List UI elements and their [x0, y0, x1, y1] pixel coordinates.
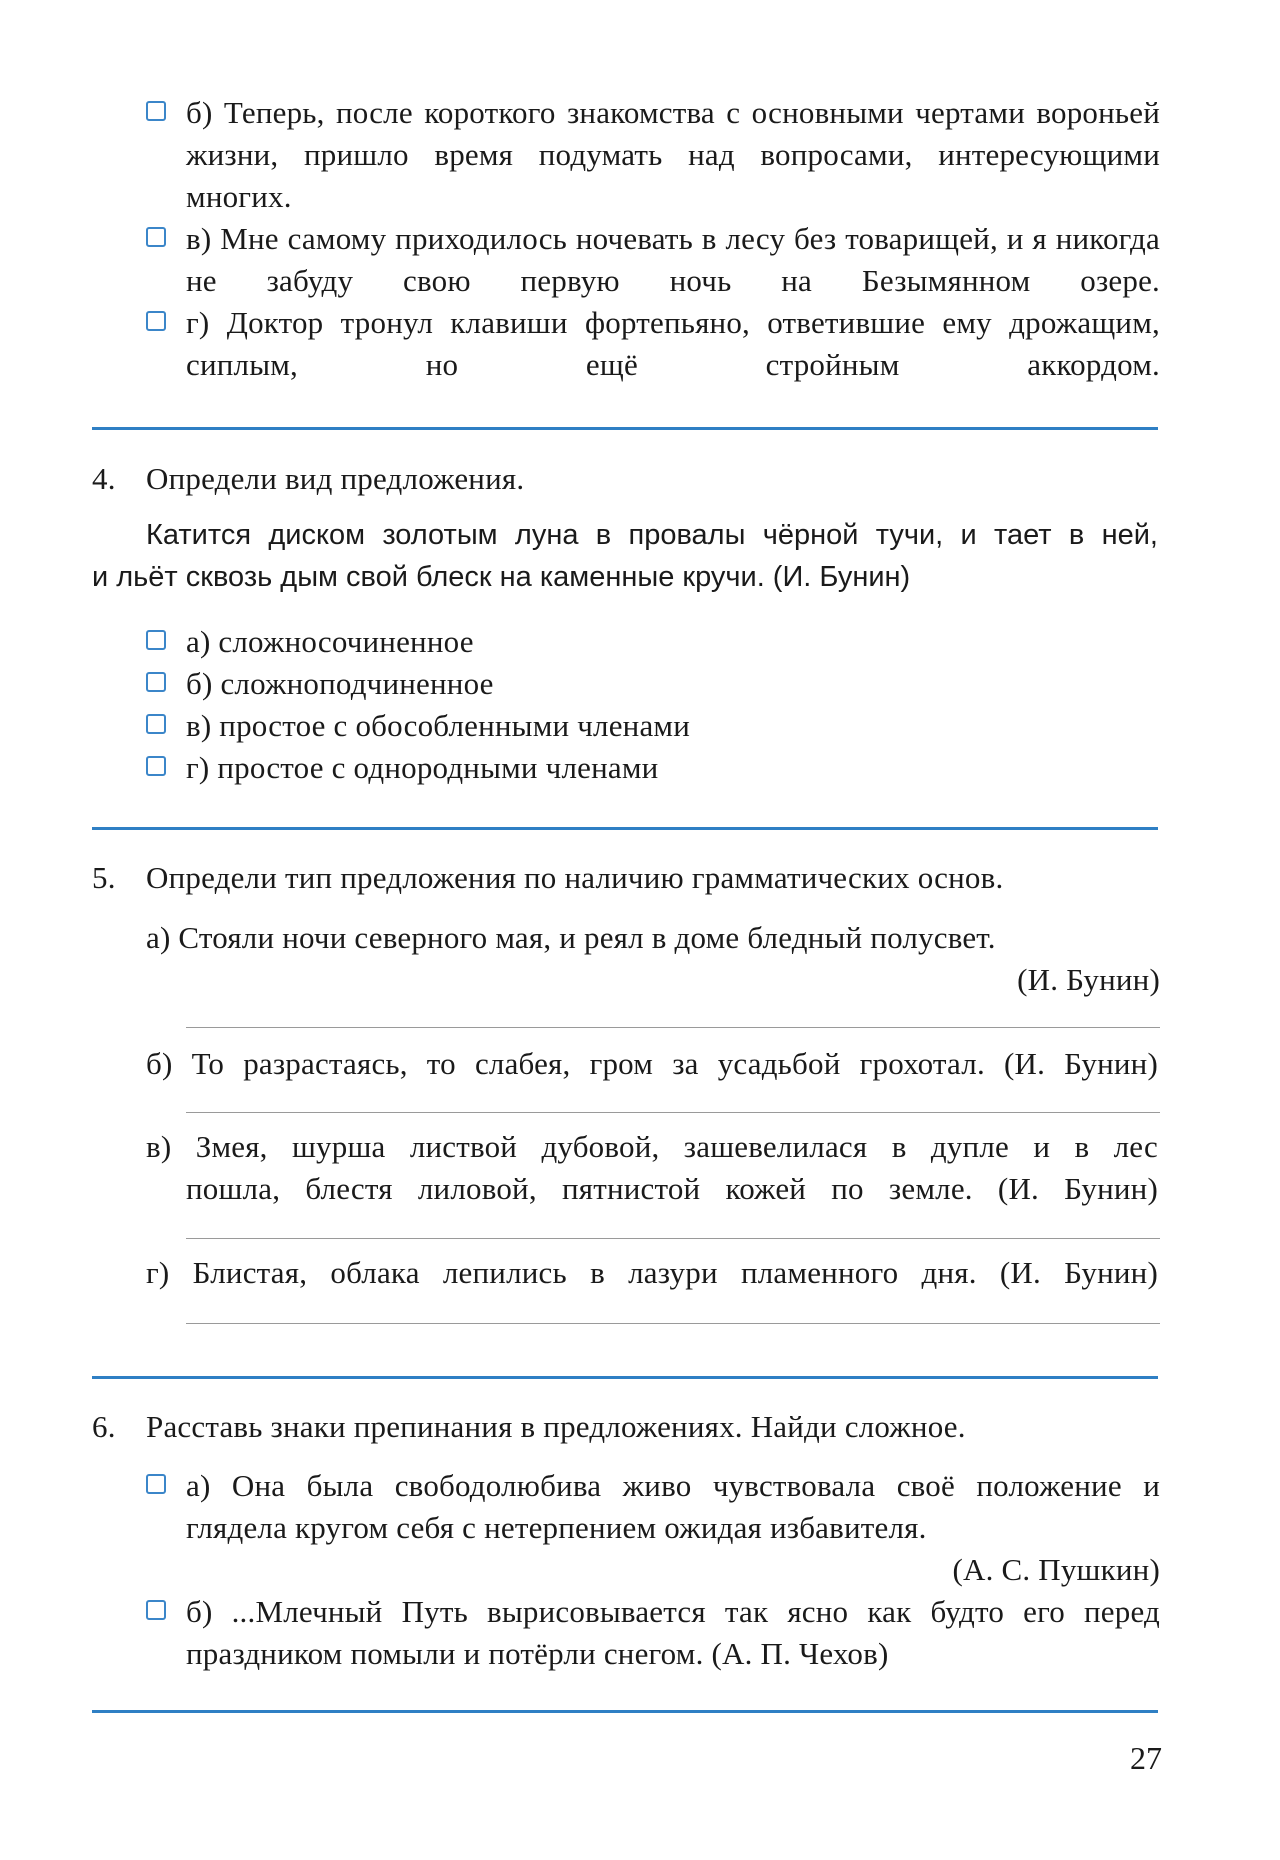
- option-label: в) Мне самому приходилось ночевать в лесу без товарищей, и я никогда не забуду свою первую ночь на Безымянном озере.: [186, 221, 1160, 298]
- task4-number: 4.: [92, 461, 116, 496]
- checkbox[interactable]: [146, 756, 166, 776]
- checkbox[interactable]: [146, 1600, 166, 1620]
- option-label: б) сложноподчиненное: [186, 666, 494, 701]
- option-g-task3[interactable]: [142, 302, 1160, 428]
- task4-option-b[interactable]: [142, 663, 1160, 705]
- answer-line[interactable]: [186, 1027, 1160, 1028]
- checkbox[interactable]: [146, 630, 166, 650]
- task6-option-a[interactable]: [142, 1465, 1160, 1549]
- section-divider: [92, 427, 1158, 430]
- task4-question: Определи вид предложения.: [146, 461, 525, 496]
- task4-text-line2: и льёт сквозь дым свой блеск на каменные кручи. (И. Бунин): [92, 561, 911, 593]
- task6-number: 6.: [92, 1409, 116, 1444]
- task5-question: Определи тип предложения по наличию грамматических основ.: [146, 860, 1004, 895]
- task5-c-sentence-line1: в) Змея, шурша листвой дубовой, зашевелилася в дупле и в лес: [146, 1129, 1158, 1164]
- answer-line[interactable]: [186, 1238, 1160, 1239]
- task6-option-b[interactable]: [142, 1591, 1160, 1675]
- answer-line[interactable]: [186, 1112, 1160, 1113]
- task5-c-sentence-line2: пошла, блестя лиловой, пятнистой кожей по земле. (И. Бунин): [186, 1171, 1158, 1206]
- task5-number: 5.: [92, 860, 116, 895]
- task5-a-sentence: а) Стояли ночи северного мая, и реял в доме бледный полусвет.: [146, 920, 996, 955]
- checkbox[interactable]: [146, 714, 166, 734]
- option-label: г) Доктор тронул клавиши фортепьяно, ответившие ему дрожащим, сиплым, но ещё стройным аккордом.: [186, 305, 1160, 382]
- option-label: в) простое с обособленными членами: [186, 708, 691, 743]
- option-label: а) сложносочиненное: [186, 624, 474, 659]
- task4-option-v[interactable]: [142, 705, 1160, 747]
- task5-a-source: (И. Бунин): [1017, 962, 1160, 997]
- checkbox[interactable]: [146, 101, 166, 121]
- task5-d-sentence: г) Блистая, облака лепились в лазури пламенного дня. (И. Бунин): [146, 1255, 1158, 1290]
- task6-question: Расставь знаки препинания в предложениях. Найди сложное.: [146, 1409, 966, 1444]
- answer-line[interactable]: [186, 1323, 1160, 1324]
- option-label: г) простое с однородными членами: [186, 750, 659, 785]
- checkbox[interactable]: [146, 672, 166, 692]
- task5-b-sentence: б) То разрастаясь, то слабея, гром за усадьбой грохотал. (И. Бунин): [146, 1046, 1158, 1081]
- task4-option-a[interactable]: [142, 621, 1160, 663]
- page-number: 27: [1130, 1740, 1162, 1776]
- task4-text-line1: Катится диском золотым луна в провалы чёрной тучи, и тает в ней,: [146, 519, 1158, 551]
- section-divider: [92, 1710, 1158, 1713]
- option-label: а) Она была свободолюбива живо чувствовала своё положение и глядела кругом себя с нетерпением ожидая избавителя.: [186, 1468, 1160, 1545]
- option-label: б) Теперь, после короткого знакомства с основными чертами вороньей жизни, пришло время подумать над вопросами, интересующими многих.: [186, 95, 1160, 214]
- checkbox[interactable]: [146, 311, 166, 331]
- section-divider: [92, 827, 1158, 830]
- task4-option-g[interactable]: [142, 747, 1160, 789]
- checkbox[interactable]: [146, 1474, 166, 1494]
- option-label: б) ...Млечный Путь вырисовывается так ясно как будто его перед праздником помыли и потёрли снегом. (А. П. Чехов): [186, 1594, 1160, 1671]
- checkbox[interactable]: [146, 227, 166, 247]
- section-divider: [92, 1376, 1158, 1379]
- task6-a-source: (А. С. Пушкин): [952, 1552, 1160, 1587]
